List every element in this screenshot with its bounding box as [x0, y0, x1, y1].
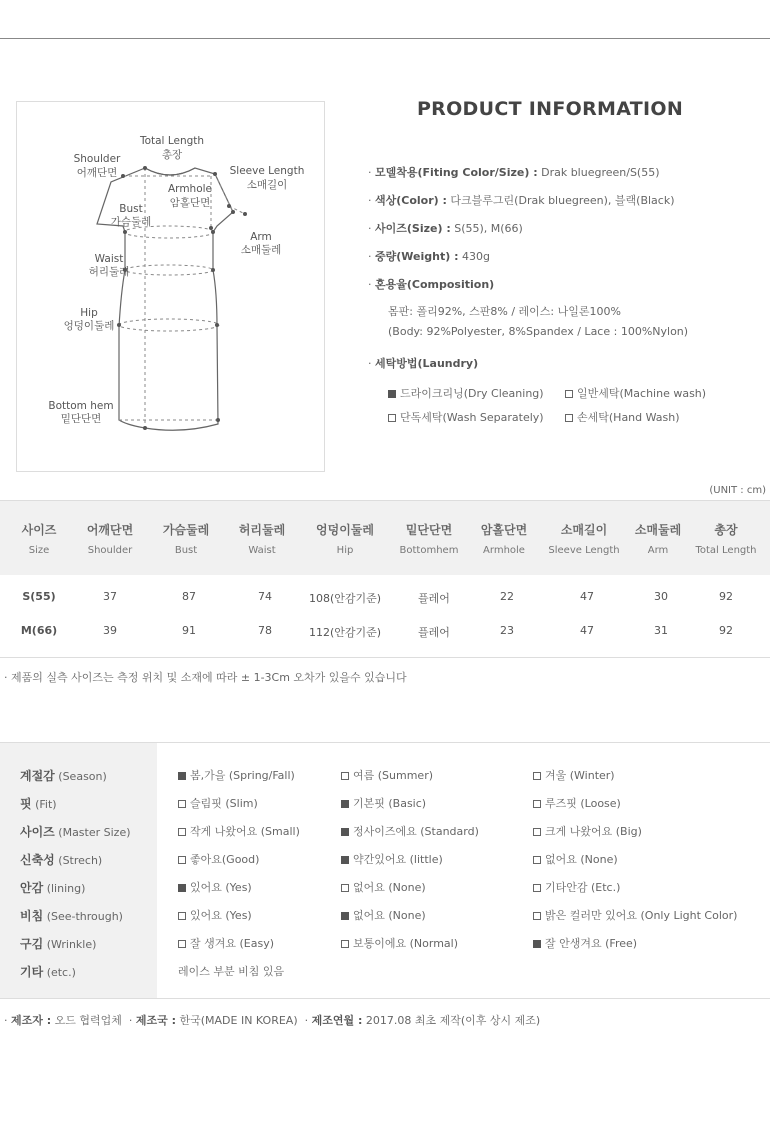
- eval-option: 없어요 (None): [533, 851, 618, 867]
- label-bust-ko: 가슴둘레: [110, 216, 152, 228]
- eval-option: 루즈핏 (Loose): [533, 795, 621, 811]
- checkbox-checked-icon: [341, 800, 349, 808]
- label-waist-ko: 허리둘레: [88, 266, 130, 278]
- checkbox-checked-icon: [341, 912, 349, 920]
- eval-option: 봄,가을 (Spring/Fall): [178, 767, 295, 783]
- header-sleeve: 소매길이 Sleeve Length: [548, 523, 620, 556]
- checkbox-checked-icon: [533, 940, 541, 948]
- size-note: · 제품의 실측 사이즈는 측정 위치 및 소재에 따라 ± 1-3Cm 오차가 있을수 있습니다: [4, 671, 407, 684]
- header-waist: 허리둘레 Waist: [238, 523, 286, 556]
- header-arm: 소매둘레 Arm: [634, 523, 682, 556]
- checkbox-empty-icon: [533, 912, 541, 920]
- eval-label-etc: 기타 (etc.): [20, 965, 76, 979]
- eval-option: 있어요 (Yes): [178, 879, 252, 895]
- label-shoulder-en: Shoulder: [73, 153, 121, 165]
- eval-label-stretch: 신축성 (Strech): [20, 853, 103, 867]
- label-hip-ko: 엉덩이둘레: [63, 320, 115, 332]
- info-weight: · 중량(Weight) : 430g: [368, 250, 490, 263]
- checkbox-empty-icon: [178, 912, 186, 920]
- label-hip-en: Hip: [80, 307, 98, 319]
- label-total-length-en: Total Length: [139, 135, 205, 147]
- checkbox-checked-icon: [178, 772, 186, 780]
- table-divider: [0, 657, 770, 658]
- product-info-title: PRODUCT INFORMATION: [416, 98, 684, 120]
- laundry-machine-wash: 일반세탁(Machine wash): [565, 385, 706, 401]
- size-table-header: [0, 500, 770, 575]
- label-arm-en: Arm: [250, 231, 272, 243]
- label-armhole-ko: 암홀단면: [169, 197, 211, 209]
- checkbox-empty-icon: [178, 800, 186, 808]
- info-size: · 사이즈(Size) : S(55), M(66): [368, 222, 523, 235]
- checkbox-empty-icon: [533, 828, 541, 836]
- checkbox-checked-icon: [178, 884, 186, 892]
- checkbox-empty-icon: [533, 856, 541, 864]
- eval-option: 기타안감 (Etc.): [533, 879, 620, 895]
- eval-option: 슬림핏 (Slim): [178, 795, 258, 811]
- eval-label-season: 계절감 (Season): [20, 769, 107, 783]
- measurement-diagram: [16, 101, 325, 472]
- eval-option: 작게 나왔어요 (Small): [178, 823, 300, 839]
- laundry-dry-cleaning: 드라이크리닝(Dry Cleaning): [388, 385, 544, 401]
- checkbox-empty-icon: [533, 884, 541, 892]
- checkbox-empty-icon: [178, 940, 186, 948]
- eval-etc-text: 레이스 부분 비침 있음: [178, 965, 285, 978]
- label-total-length-ko: 총장: [161, 149, 183, 161]
- header-size: 사이즈 Size: [21, 523, 57, 556]
- checkbox-empty-icon: [565, 414, 573, 422]
- eval-option: 있어요 (Yes): [178, 907, 252, 923]
- composition-en: (Body: 92%Polyester, 8%Spandex / Lace : 100%Nylon): [388, 325, 689, 338]
- checkbox-empty-icon: [533, 772, 541, 780]
- eval-label-wrinkle: 구김 (Wrinkle): [20, 937, 97, 951]
- label-arm-ko: 소매둘레: [240, 244, 282, 256]
- eval-option: 약간있어요 (little): [341, 851, 443, 867]
- label-sleeve-en: Sleeve Length: [229, 165, 305, 177]
- eval-label-fit: 핏 (Fit): [20, 797, 57, 811]
- header-hip: 엉덩이둘레 Hip: [316, 523, 374, 556]
- laundry-hand-wash: 손세탁(Hand Wash): [565, 409, 680, 425]
- checkbox-empty-icon: [178, 828, 186, 836]
- eval-option: 겨울 (Winter): [533, 767, 615, 783]
- header-shoulder: 어깨단면 Shoulder: [86, 523, 134, 556]
- checkbox-empty-icon: [341, 884, 349, 892]
- manufacturer-info: · 제조자 : 오드 협력업체 · 제조국 : 한국(MADE IN KOREA) · 제조연월 : 2017.08 최초 제작(이후 상시 제조): [4, 1014, 541, 1027]
- header-bust: 가슴둘레 Bust: [162, 523, 210, 556]
- checkbox-checked-icon: [341, 856, 349, 864]
- eval-option: 밝은 컬러만 있어요 (Only Light Color): [533, 907, 737, 923]
- label-shoulder-ko: 어깨단면: [76, 167, 118, 179]
- header-total-length: 총장 Total Length: [695, 523, 757, 556]
- checkbox-empty-icon: [178, 856, 186, 864]
- laundry-wash-separately: 단독세탁(Wash Separately): [388, 409, 544, 425]
- checkbox-checked-icon: [388, 390, 396, 398]
- checkbox-empty-icon: [533, 800, 541, 808]
- label-bust-en: Bust: [119, 203, 143, 215]
- eval-label-size: 사이즈 (Master Size): [20, 825, 131, 839]
- eval-option: 잘 생겨요 (Easy): [178, 935, 274, 951]
- composition-ko: 몸판: 폴리92%, 스판8% / 레이스: 나일론100%: [388, 305, 621, 318]
- label-waist-en: Waist: [94, 253, 124, 265]
- checkbox-empty-icon: [388, 414, 396, 422]
- checkbox-empty-icon: [341, 940, 349, 948]
- header-armhole: 암홀단면 Armhole: [480, 523, 528, 556]
- checkbox-checked-icon: [341, 828, 349, 836]
- checkbox-empty-icon: [341, 772, 349, 780]
- eval-option: 잘 안생겨요 (Free): [533, 935, 637, 951]
- eval-option: 없어요 (None): [341, 907, 426, 923]
- top-divider: [0, 38, 770, 39]
- info-color: · 색상(Color) : 다크블루그린(Drak bluegreen), 블랙(Black): [368, 194, 675, 207]
- dress-illustration: [17, 102, 324, 471]
- info-composition: · 혼용율(Composition): [368, 278, 495, 291]
- eval-option: 없어요 (None): [341, 879, 426, 895]
- info-laundry: · 세탁방법(Laundry): [368, 357, 479, 370]
- label-hem-ko: 밑단단면: [60, 413, 102, 425]
- checkbox-empty-icon: [565, 390, 573, 398]
- label-sleeve-ko: 소매길이: [246, 179, 288, 191]
- product-evaluation: [0, 742, 770, 999]
- unit-label: (UNIT : cm): [709, 485, 766, 496]
- eval-option: 크게 나왔어요 (Big): [533, 823, 642, 839]
- footer-divider: [0, 998, 770, 999]
- eval-option: 여름 (Summer): [341, 767, 433, 783]
- eval-option: 정사이즈에요 (Standard): [341, 823, 479, 839]
- eval-label-lining: 안감 (lining): [20, 881, 86, 895]
- label-hem-en: Bottom hem: [48, 400, 114, 412]
- eval-label-see-through: 비침 (See-through): [20, 909, 123, 923]
- info-model: · 모델착용(Fiting Color/Size) : Drak bluegreen/S(55): [368, 166, 660, 179]
- eval-option: 기본핏 (Basic): [341, 795, 426, 811]
- eval-option: 보통이에요 (Normal): [341, 935, 458, 951]
- label-armhole-en: Armhole: [168, 183, 212, 195]
- eval-option: 좋아요(Good): [178, 851, 259, 867]
- header-bottomhem: 밑단단면 Bottomhem: [399, 523, 459, 556]
